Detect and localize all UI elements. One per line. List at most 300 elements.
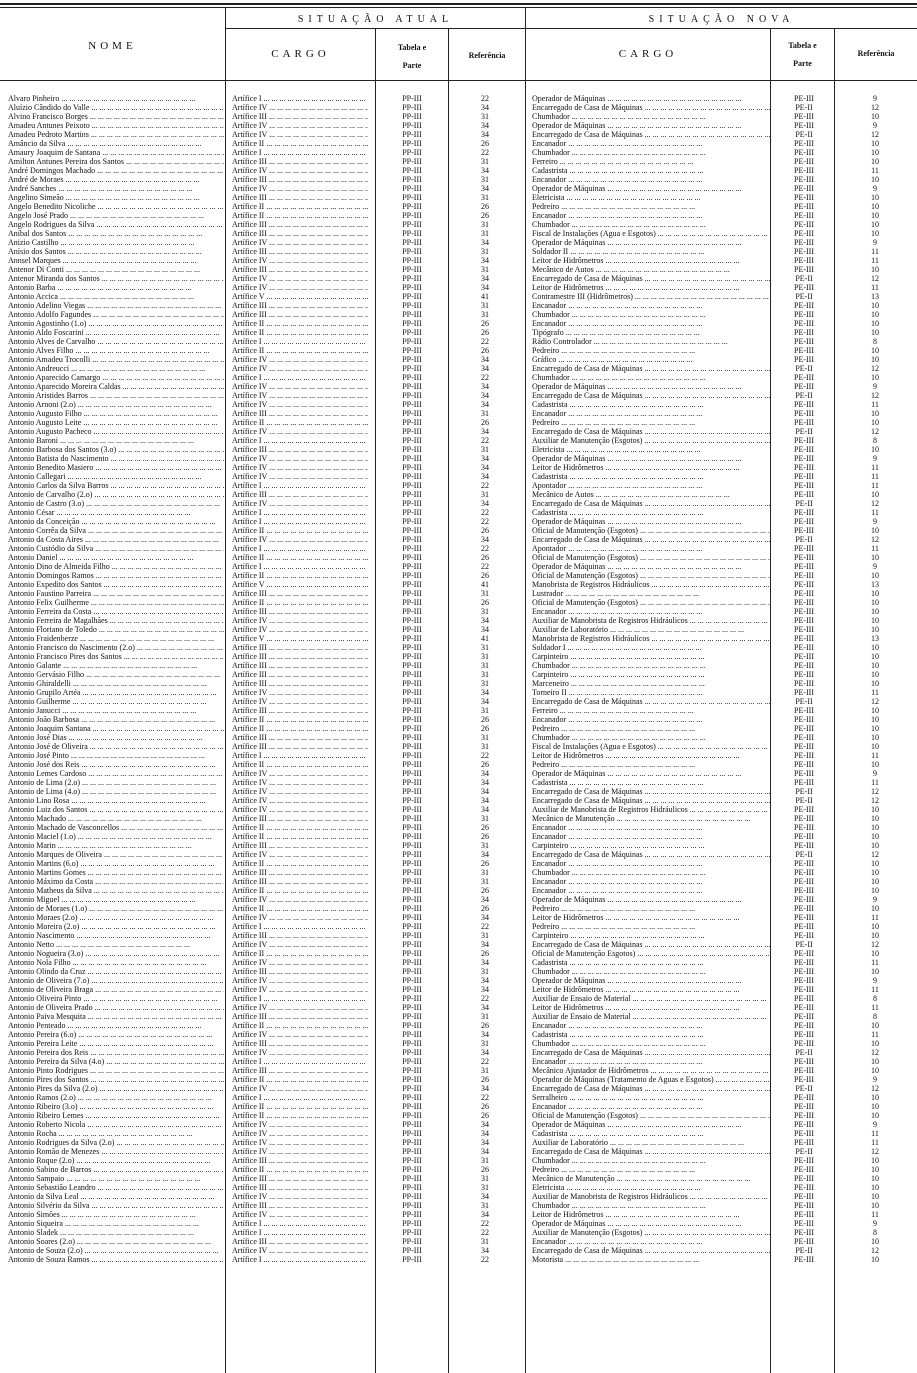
table-row bbox=[0, 1129, 917, 1138]
referencia-atual-cell: 26 bbox=[481, 859, 489, 868]
nome-cell: Anísio dos Santos ... . bbox=[8, 247, 224, 256]
table-row bbox=[0, 490, 917, 499]
nome-cell: Antenor Miranda dos Santos ... . bbox=[8, 274, 224, 283]
referencia-atual-cell: 22 bbox=[481, 1057, 489, 1066]
nome-cell: André Domingos Machado ... . bbox=[8, 166, 224, 175]
tabela-atual-cell: PP-III bbox=[402, 373, 422, 382]
tabela-nova-cell: PE-III bbox=[794, 661, 814, 670]
tabela-atual-cell: PP-III bbox=[402, 436, 422, 445]
table-row bbox=[0, 535, 917, 544]
referencia-nova-cell: 10 bbox=[871, 1192, 879, 1201]
tabela-atual-cell: PP-III bbox=[402, 1075, 422, 1084]
cargo-atual-cell: Artífice V ... . bbox=[232, 580, 368, 589]
table-row bbox=[0, 805, 917, 814]
nome-cell: Antonio Galante ... . bbox=[8, 661, 224, 670]
table-row bbox=[0, 184, 917, 193]
cargo-atual-cell: Artífice III ... . bbox=[232, 706, 368, 715]
cargo-atual-cell: Artífice III ... . bbox=[232, 877, 368, 886]
cargo-nova-cell: Encarregado de Casa de Máquinas ... . bbox=[532, 103, 770, 112]
cargo-atual-cell: Artífice II ... . bbox=[232, 1021, 368, 1030]
tabela-atual-cell: PP-III bbox=[402, 1246, 422, 1255]
table-row bbox=[0, 1165, 917, 1174]
cargo-nova-cell: Manobrista de Registros Hidráulicos ... . bbox=[532, 580, 770, 589]
referencia-atual-cell: 26 bbox=[481, 823, 489, 832]
tabela-atual-cell: PP-III bbox=[402, 1111, 422, 1120]
tabela-nova-cell: PE-II bbox=[795, 391, 813, 400]
cargo-nova-cell: Eletricista ... . bbox=[532, 445, 770, 454]
cargo-nova-cell: Cadastrista ... . bbox=[532, 166, 770, 175]
cargo-nova-cell: Auxiliar de Manobrista de Registros Hidráulicos ... . bbox=[532, 1192, 770, 1201]
nome-cell: Antonio Martins Gomes ... . bbox=[8, 868, 224, 877]
tabela-atual-cell: PP-III bbox=[402, 1093, 422, 1102]
tabela-nova-cell: PE-III bbox=[794, 166, 814, 175]
referencia-atual-cell: 34 bbox=[481, 1030, 489, 1039]
nome-cell: Antonio Janucci ... . bbox=[8, 706, 224, 715]
cargo-nova-cell: Apontador ... . bbox=[532, 544, 770, 553]
cargo-nova-cell: Encarregado de Casa de Máquinas ... . bbox=[532, 427, 770, 436]
tabela-nova-cell: PE-III bbox=[794, 508, 814, 517]
tabela-atual-cell: PP-III bbox=[402, 940, 422, 949]
cargo-atual-cell: Artífice III ... . bbox=[232, 607, 368, 616]
nome-cell: Antonio Nogueira (3.o) ... . bbox=[8, 949, 224, 958]
cargo-nova-cell: Cadastrista ... . bbox=[532, 508, 770, 517]
referencia-atual-cell: 34 bbox=[481, 454, 489, 463]
cargo-nova-cell: Leitor de Hidrômetros ... . bbox=[532, 751, 770, 760]
nome-cell: Antonio César ... . bbox=[8, 508, 224, 517]
tabela-atual-cell: PP-III bbox=[402, 1219, 422, 1228]
referencia-atual-cell: 34 bbox=[481, 256, 489, 265]
tabela-atual-cell: PP-III bbox=[402, 769, 422, 778]
cargo-atual-cell: Artífice I ... . bbox=[232, 148, 368, 157]
tabela-nova-cell: PE-III bbox=[794, 778, 814, 787]
nome-cell: Alvaro Pinheiro ... . bbox=[8, 94, 224, 103]
cargo-nova-cell: Cadastrista ... . bbox=[532, 958, 770, 967]
referencia-nova-cell: 11 bbox=[871, 472, 879, 481]
cargo-nova-cell: Carpinteiro ... . bbox=[532, 931, 770, 940]
referencia-nova-cell: 10 bbox=[871, 877, 879, 886]
cargo-atual-cell: Artífice I ... . bbox=[232, 1057, 368, 1066]
table-row bbox=[0, 1066, 917, 1075]
cargo-atual-cell: Artífice IV ... . bbox=[232, 688, 368, 697]
cargo-atual-cell: Artífice III ... . bbox=[232, 868, 368, 877]
referencia-atual-cell: 34 bbox=[481, 166, 489, 175]
tabela-atual-cell: PP-III bbox=[402, 1030, 422, 1039]
cargo-atual-cell: Artífice II ... . bbox=[232, 886, 368, 895]
nome-cell: Antonio Daniel ... . bbox=[8, 553, 224, 562]
atual-sub-rule bbox=[226, 28, 526, 29]
tabela-atual-cell: PP-III bbox=[402, 652, 422, 661]
table-row bbox=[0, 922, 917, 931]
cargo-atual-cell: Artífice III ... . bbox=[232, 490, 368, 499]
referencia-nova-cell: 9 bbox=[873, 769, 877, 778]
referencia-atual-cell: 31 bbox=[481, 193, 489, 202]
tabela-atual-cell: PP-III bbox=[402, 814, 422, 823]
tabela-nova-cell: PE-II bbox=[795, 1147, 813, 1156]
tabela-atual-cell: PP-III bbox=[402, 1237, 422, 1246]
table-row bbox=[0, 1138, 917, 1147]
cargo-atual-cell: Artífice I ... . bbox=[232, 1093, 368, 1102]
referencia-nova-cell: 9 bbox=[873, 238, 877, 247]
tabela-atual-cell: PP-III bbox=[402, 463, 422, 472]
cargo-nova-cell: Soldador II ... . bbox=[532, 247, 770, 256]
nome-cell: Antonio Floriano de Toledo ... . bbox=[8, 625, 224, 634]
cargo-nova-cell: Operador de Máquinas ... . bbox=[532, 454, 770, 463]
cargo-nova-cell: Pedreiro ... . bbox=[532, 202, 770, 211]
referencia-nova-cell: 10 bbox=[871, 661, 879, 670]
table-row bbox=[0, 814, 917, 823]
nome-cell: Antonio Moraes (2.o) ... . bbox=[8, 913, 224, 922]
referencia-nova-cell: 9 bbox=[873, 184, 877, 193]
cargo-atual-cell: Artífice II ... . bbox=[232, 346, 368, 355]
referencia-atual-cell: 22 bbox=[481, 94, 489, 103]
referencia-atual-cell: 22 bbox=[481, 517, 489, 526]
cargo-atual-cell: Artífice II ... . bbox=[232, 319, 368, 328]
nome-cell: Antonio de Lima (4.o) ... . bbox=[8, 787, 224, 796]
tabela-atual-cell: PP-III bbox=[402, 1021, 422, 1030]
cargo-atual-cell: Artífice III ... . bbox=[232, 733, 368, 742]
referencia-atual-cell: 34 bbox=[481, 184, 489, 193]
referencia-nova-cell: 8 bbox=[873, 1012, 877, 1021]
referencia-atual-cell: 34 bbox=[481, 274, 489, 283]
tabela-atual-cell: PP-III bbox=[402, 859, 422, 868]
cargo-atual-cell: Artífice II ... . bbox=[232, 904, 368, 913]
cargo-nova-cell: Chumbador ... . bbox=[532, 967, 770, 976]
cargo-atual-cell: Artífice III ... . bbox=[232, 1174, 368, 1183]
referencia-atual-cell: 34 bbox=[481, 895, 489, 904]
referencia-atual-cell: 26 bbox=[481, 553, 489, 562]
cargo-nova-cell: Chumbador ... . bbox=[532, 733, 770, 742]
cargo-nova-cell: Auxiliar de Manobrista de Registros Hidráulicos ... . bbox=[532, 616, 770, 625]
referencia-atual-cell: 31 bbox=[481, 1237, 489, 1246]
cargo-atual-cell: Artífice IV ... . bbox=[232, 913, 368, 922]
tabela-atual-cell: PP-III bbox=[402, 328, 422, 337]
tabela-nova-cell: PE-II bbox=[795, 274, 813, 283]
cargo-atual-cell: Artífice IV ... . bbox=[232, 499, 368, 508]
header-parte-atual: Parte bbox=[402, 61, 422, 70]
referencia-nova-cell: 9 bbox=[873, 1120, 877, 1129]
tabela-nova-cell: PE-III bbox=[794, 625, 814, 634]
table-row bbox=[0, 742, 917, 751]
referencia-atual-cell: 31 bbox=[481, 841, 489, 850]
nome-cell: Antonio de Oliveira Prado ... . bbox=[8, 1003, 224, 1012]
nome-cell: Antonio Maciel (1.o) ... . bbox=[8, 832, 224, 841]
referencia-nova-cell: 9 bbox=[873, 1075, 877, 1084]
referencia-nova-cell: 10 bbox=[871, 112, 879, 121]
tabela-nova-cell: PE-III bbox=[794, 868, 814, 877]
cargo-atual-cell: Artífice III ... . bbox=[232, 1183, 368, 1192]
nome-cell: Antonio Siqueira ... . bbox=[8, 1219, 224, 1228]
tabela-nova-cell: PE-II bbox=[795, 499, 813, 508]
referencia-atual-cell: 31 bbox=[481, 814, 489, 823]
cargo-nova-cell: Lustrador ... . bbox=[532, 589, 770, 598]
tabela-nova-cell: PE-III bbox=[794, 463, 814, 472]
tabela-atual-cell: PP-III bbox=[402, 958, 422, 967]
cargo-atual-cell: Artífice III ... . bbox=[232, 589, 368, 598]
cargo-atual-cell: Artífice II ... . bbox=[232, 823, 368, 832]
tabela-atual-cell: PP-III bbox=[402, 193, 422, 202]
referencia-nova-cell: 10 bbox=[871, 589, 879, 598]
referencia-nova-cell: 9 bbox=[873, 382, 877, 391]
nome-cell: Antonio de Souza Ramos ... . bbox=[8, 1255, 224, 1264]
table-row bbox=[0, 661, 917, 670]
referencia-nova-cell: 10 bbox=[871, 526, 879, 535]
tabela-atual-cell: PP-III bbox=[402, 427, 422, 436]
tabela-nova-cell: PE-III bbox=[794, 733, 814, 742]
tabela-nova-cell: PE-III bbox=[794, 1003, 814, 1012]
cargo-nova-cell: Encarregado de Casa de Máquinas ... . bbox=[532, 697, 770, 706]
referencia-atual-cell: 34 bbox=[481, 283, 489, 292]
cargo-atual-cell: Artífice I ... . bbox=[232, 1219, 368, 1228]
table-row bbox=[0, 292, 917, 301]
table-row bbox=[0, 1192, 917, 1201]
referencia-atual-cell: 31 bbox=[481, 742, 489, 751]
referencia-nova-cell: 11 bbox=[871, 1138, 879, 1147]
table-row bbox=[0, 688, 917, 697]
table-row bbox=[0, 157, 917, 166]
tabela-nova-cell: PE-III bbox=[794, 976, 814, 985]
tabela-nova-cell: PE-III bbox=[794, 238, 814, 247]
tabela-nova-cell: PE-III bbox=[794, 994, 814, 1003]
table-row bbox=[0, 1183, 917, 1192]
cargo-nova-cell: Encarregado de Casa de Máquinas ... . bbox=[532, 940, 770, 949]
referencia-nova-cell: 12 bbox=[871, 274, 879, 283]
referencia-atual-cell: 31 bbox=[481, 301, 489, 310]
nome-cell: Antonio Simões ... . bbox=[8, 1210, 224, 1219]
tabela-atual-cell: PP-III bbox=[402, 751, 422, 760]
referencia-nova-cell: 10 bbox=[871, 175, 879, 184]
referencia-atual-cell: 31 bbox=[481, 661, 489, 670]
referencia-atual-cell: 26 bbox=[481, 202, 489, 211]
table-row bbox=[0, 265, 917, 274]
table-row bbox=[0, 130, 917, 139]
table-row bbox=[0, 1003, 917, 1012]
table-row bbox=[0, 319, 917, 328]
tabela-atual-cell: PP-III bbox=[402, 823, 422, 832]
nome-cell: Antonio Felix Guilherme ... . bbox=[8, 598, 224, 607]
tabela-nova-cell: PE-II bbox=[795, 796, 813, 805]
cargo-nova-cell: Cadastrista ... . bbox=[532, 472, 770, 481]
referencia-atual-cell: 31 bbox=[481, 265, 489, 274]
table-row bbox=[0, 697, 917, 706]
referencia-nova-cell: 11 bbox=[871, 508, 879, 517]
cargo-nova-cell: Torneiro II ... . bbox=[532, 688, 770, 697]
cargo-nova-cell: Oficial de Manutenção (Esgotos) ... . bbox=[532, 598, 770, 607]
tabela-nova-cell: PE-II bbox=[795, 1084, 813, 1093]
referencia-atual-cell: 34 bbox=[481, 1210, 489, 1219]
tabela-nova-cell: PE-III bbox=[794, 589, 814, 598]
cargo-atual-cell: Artífice III ... . bbox=[232, 193, 368, 202]
tabela-nova-cell: PE-III bbox=[794, 328, 814, 337]
cargo-nova-cell: Operador de Máquinas ... . bbox=[532, 769, 770, 778]
referencia-nova-cell: 11 bbox=[871, 958, 879, 967]
tabela-nova-cell: PE-III bbox=[794, 1093, 814, 1102]
cargo-nova-cell: Chumbador ... . bbox=[532, 1201, 770, 1210]
referencia-nova-cell: 10 bbox=[871, 733, 879, 742]
referencia-atual-cell: 31 bbox=[481, 1183, 489, 1192]
tabela-nova-cell: PE-III bbox=[794, 1066, 814, 1075]
referencia-atual-cell: 31 bbox=[481, 868, 489, 877]
table-row bbox=[0, 958, 917, 967]
tabela-nova-cell: PE-III bbox=[794, 481, 814, 490]
tabela-nova-cell: PE-III bbox=[794, 1237, 814, 1246]
nome-cell: Antonio Augusto Filho ... . bbox=[8, 409, 224, 418]
cargo-atual-cell: Artífice II ... . bbox=[232, 553, 368, 562]
tabela-atual-cell: PP-III bbox=[402, 886, 422, 895]
table-row bbox=[0, 1147, 917, 1156]
referencia-atual-cell: 26 bbox=[481, 886, 489, 895]
header-bottom-rule bbox=[0, 80, 917, 81]
cargo-atual-cell: Artífice IV ... . bbox=[232, 355, 368, 364]
table-row bbox=[0, 256, 917, 265]
tabela-atual-cell: PP-III bbox=[402, 616, 422, 625]
cargo-atual-cell: Artífice III ... . bbox=[232, 1156, 368, 1165]
tabela-atual-cell: PP-III bbox=[402, 1138, 422, 1147]
referencia-nova-cell: 8 bbox=[873, 436, 877, 445]
nome-cell: Antenor Di Conti ... . bbox=[8, 265, 224, 274]
cargo-nova-cell: Leitor de Hidrômetros ... . bbox=[532, 1210, 770, 1219]
cargo-atual-cell: Artífice III ... . bbox=[232, 301, 368, 310]
referencia-nova-cell: 10 bbox=[871, 265, 879, 274]
cargo-atual-cell: Artífice V ... . bbox=[232, 292, 368, 301]
tabela-atual-cell: PP-III bbox=[402, 643, 422, 652]
table-row bbox=[0, 778, 917, 787]
cargo-nova-cell: Operador de Máquinas ... . bbox=[532, 895, 770, 904]
table-row bbox=[0, 625, 917, 634]
tabela-nova-cell: PE-III bbox=[794, 769, 814, 778]
cargo-nova-cell: Carpinteiro ... . bbox=[532, 841, 770, 850]
nome-cell: Antonio Lemes Cardoso ... . bbox=[8, 769, 224, 778]
referencia-nova-cell: 10 bbox=[871, 625, 879, 634]
top-rule-thin bbox=[0, 7, 917, 8]
tabela-atual-cell: PP-III bbox=[402, 175, 422, 184]
tabela-atual-cell: PP-III bbox=[402, 922, 422, 931]
referencia-nova-cell: 10 bbox=[871, 346, 879, 355]
referencia-nova-cell: 11 bbox=[871, 283, 879, 292]
table-row bbox=[0, 1039, 917, 1048]
cargo-nova-cell: Chumbador ... . bbox=[532, 148, 770, 157]
nome-cell: Antonio Francisco do Nascimento (2.o) ... . bbox=[8, 643, 224, 652]
table-row bbox=[0, 508, 917, 517]
cargo-atual-cell: Artífice II ... . bbox=[232, 715, 368, 724]
cargo-atual-cell: Artífice I ... . bbox=[232, 1255, 368, 1264]
cargo-atual-cell: Artífice I ... . bbox=[232, 373, 368, 382]
cargo-nova-cell: Operador de Máquinas ... . bbox=[532, 1120, 770, 1129]
tabela-nova-cell: PE-III bbox=[794, 247, 814, 256]
cargo-nova-cell: Encarregado de Casa de Máquinas ... . bbox=[532, 391, 770, 400]
cargo-atual-cell: Artífice III ... . bbox=[232, 175, 368, 184]
tabela-nova-cell: PE-III bbox=[794, 832, 814, 841]
cargo-atual-cell: Artífice IV ... . bbox=[232, 427, 368, 436]
cargo-atual-cell: Artífice IV ... . bbox=[232, 625, 368, 634]
tabela-nova-cell: PE-II bbox=[795, 940, 813, 949]
nome-cell: Antonio Machado de Vasconcellos ... . bbox=[8, 823, 224, 832]
cargo-nova-cell: Chumbador ... . bbox=[532, 310, 770, 319]
tabela-atual-cell: PP-III bbox=[402, 661, 422, 670]
referencia-atual-cell: 22 bbox=[481, 1255, 489, 1264]
table-row bbox=[0, 1174, 917, 1183]
referencia-nova-cell: 10 bbox=[871, 679, 879, 688]
cargo-atual-cell: Artífice III ... . bbox=[232, 220, 368, 229]
table-row bbox=[0, 301, 917, 310]
nome-cell: Antonio José Dias ... . bbox=[8, 733, 224, 742]
table-row bbox=[0, 454, 917, 463]
referencia-nova-cell: 10 bbox=[871, 355, 879, 364]
cargo-atual-cell: Artífice IV ... . bbox=[232, 391, 368, 400]
referencia-nova-cell: 10 bbox=[871, 814, 879, 823]
table-row bbox=[0, 148, 917, 157]
table-row bbox=[0, 409, 917, 418]
referencia-nova-cell: 11 bbox=[871, 778, 879, 787]
tabela-nova-cell: PE-II bbox=[795, 292, 813, 301]
tabela-nova-cell: PE-III bbox=[794, 454, 814, 463]
cargo-nova-cell: Pedreiro ... . bbox=[532, 922, 770, 931]
referencia-nova-cell: 10 bbox=[871, 886, 879, 895]
referencia-nova-cell: 10 bbox=[871, 1021, 879, 1030]
referencia-atual-cell: 26 bbox=[481, 724, 489, 733]
referencia-atual-cell: 31 bbox=[481, 1174, 489, 1183]
referencia-nova-cell: 9 bbox=[873, 517, 877, 526]
referencia-nova-cell: 10 bbox=[871, 157, 879, 166]
table-row bbox=[0, 1120, 917, 1129]
referencia-atual-cell: 34 bbox=[481, 121, 489, 130]
referencia-nova-cell: 10 bbox=[871, 1057, 879, 1066]
tabela-atual-cell: PP-III bbox=[402, 409, 422, 418]
tabela-nova-cell: PE-III bbox=[794, 490, 814, 499]
cargo-atual-cell: Artífice I ... . bbox=[232, 1228, 368, 1237]
tabela-nova-cell: PE-III bbox=[794, 553, 814, 562]
referencia-atual-cell: 26 bbox=[481, 328, 489, 337]
cargo-nova-cell: Operador de Máquinas ... . bbox=[532, 238, 770, 247]
referencia-nova-cell: 10 bbox=[871, 859, 879, 868]
nome-cell: Antonio Baroni ... . bbox=[8, 436, 224, 445]
nome-cell: Antonio Ferreira de Magalhães ... . bbox=[8, 616, 224, 625]
cargo-atual-cell: Artífice IV ... . bbox=[232, 283, 368, 292]
nome-cell: Antonio Penteado ... . bbox=[8, 1021, 224, 1030]
cargo-nova-cell: Chumbador ... . bbox=[532, 112, 770, 121]
referencia-atual-cell: 22 bbox=[481, 562, 489, 571]
tabela-nova-cell: PE-II bbox=[795, 103, 813, 112]
nome-cell: Antonio Faustino Parreira ... . bbox=[8, 589, 224, 598]
cargo-atual-cell: Artífice IV ... . bbox=[232, 787, 368, 796]
tabela-nova-cell: PE-III bbox=[794, 688, 814, 697]
nome-cell: Antonio Expedito dos Santos ... . bbox=[8, 580, 224, 589]
nome-cell: Antonio Lino Rosa ... . bbox=[8, 796, 224, 805]
tabela-atual-cell: PP-III bbox=[402, 1057, 422, 1066]
cargo-atual-cell: Artífice IV ... . bbox=[232, 364, 368, 373]
cargo-atual-cell: Artífice II ... . bbox=[232, 526, 368, 535]
cargo-atual-cell: Artífice IV ... . bbox=[232, 535, 368, 544]
cargo-nova-cell: Operador de Máquinas (Tratamento de Aguas e Esgotos) ... . bbox=[532, 1075, 770, 1084]
referencia-nova-cell: 13 bbox=[871, 580, 879, 589]
tabela-atual-cell: PP-III bbox=[402, 724, 422, 733]
tabela-nova-cell: PE-III bbox=[794, 1057, 814, 1066]
referencia-nova-cell: 11 bbox=[871, 256, 879, 265]
nome-cell: Antonio Alves de Carvalho ... . bbox=[8, 337, 224, 346]
nome-cell: Antonio Ribeiro (3.o) ... . bbox=[8, 1102, 224, 1111]
cargo-nova-cell: Mecânico de Autos ... . bbox=[532, 265, 770, 274]
nome-cell: Antonio Pires dos Santos ... . bbox=[8, 1075, 224, 1084]
tabela-atual-cell: PP-III bbox=[402, 256, 422, 265]
referencia-atual-cell: 31 bbox=[481, 967, 489, 976]
table-row bbox=[0, 1093, 917, 1102]
cargo-nova-cell: Ferreiro ... . bbox=[532, 157, 770, 166]
referencia-nova-cell: 10 bbox=[871, 715, 879, 724]
header-situacao-nova: SITUAÇÃO NOVA bbox=[648, 14, 795, 25]
cargo-nova-cell: Leitor de Hidrômetros ... . bbox=[532, 913, 770, 922]
tabela-nova-cell: PE-III bbox=[794, 1138, 814, 1147]
tabela-nova-cell: PE-III bbox=[794, 1030, 814, 1039]
cargo-atual-cell: Artífice IV ... . bbox=[232, 256, 368, 265]
